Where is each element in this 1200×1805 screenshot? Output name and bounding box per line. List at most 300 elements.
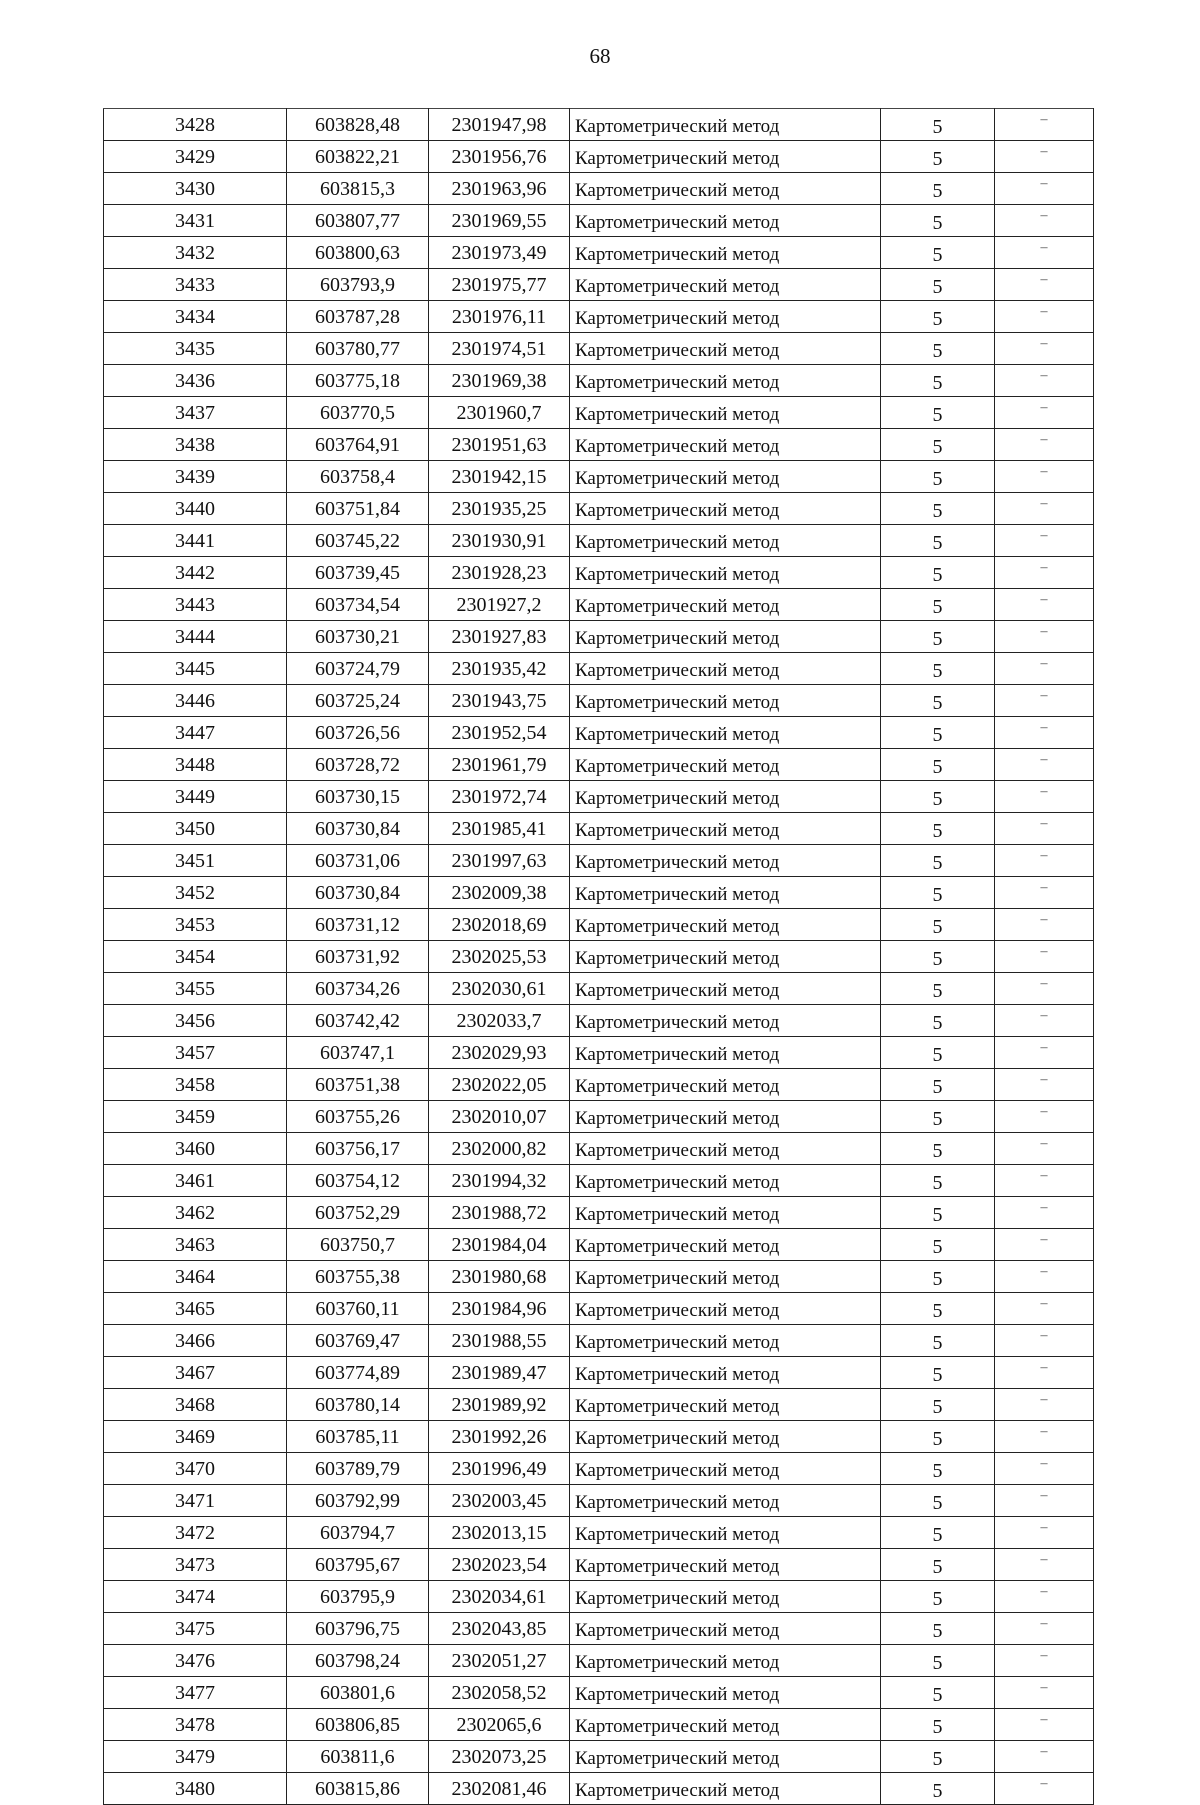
table-row <box>104 109 1094 141</box>
point-number-cell: 3432 <box>104 237 287 269</box>
method-cell: Картометрический метод <box>570 685 881 717</box>
point-number-cell: 3434 <box>104 301 287 333</box>
y-coordinate-cell: 2301960,7 <box>429 397 570 429</box>
point-number-cell: 3475 <box>104 1613 287 1645</box>
y-coordinate-cell: 2301989,47 <box>429 1357 570 1389</box>
method-cell: Картометрический метод <box>570 941 881 973</box>
note-dash-cell: – <box>995 1709 1094 1741</box>
table-row <box>104 749 1094 781</box>
note-dash-cell: – <box>995 1005 1094 1037</box>
x-coordinate-cell: 603760,11 <box>287 1293 429 1325</box>
method-cell: Картометрический метод <box>570 269 881 301</box>
point-number-cell: 3462 <box>104 1197 287 1229</box>
x-coordinate-cell: 603756,17 <box>287 1133 429 1165</box>
point-number-cell: 3438 <box>104 429 287 461</box>
accuracy-cell: 5 <box>881 1069 995 1101</box>
y-coordinate-cell: 2302043,85 <box>429 1613 570 1645</box>
x-coordinate-cell: 603755,26 <box>287 1101 429 1133</box>
table-row <box>104 397 1094 429</box>
x-coordinate-cell: 603800,63 <box>287 237 429 269</box>
note-dash-cell: – <box>995 813 1094 845</box>
accuracy-cell: 5 <box>881 1453 995 1485</box>
table-row <box>104 1293 1094 1325</box>
point-number-cell: 3478 <box>104 1709 287 1741</box>
note-dash-cell: – <box>995 1421 1094 1453</box>
y-coordinate-cell: 2302081,46 <box>429 1773 570 1805</box>
accuracy-cell: 5 <box>881 397 995 429</box>
note-dash-cell: – <box>995 653 1094 685</box>
note-dash-cell: – <box>995 1165 1094 1197</box>
table-row <box>104 1101 1094 1133</box>
accuracy-cell: 5 <box>881 877 995 909</box>
accuracy-cell: 5 <box>881 1581 995 1613</box>
note-dash-cell: – <box>995 1101 1094 1133</box>
accuracy-cell: 5 <box>881 1165 995 1197</box>
point-number-cell: 3477 <box>104 1677 287 1709</box>
method-cell: Картометрический метод <box>570 749 881 781</box>
accuracy-cell: 5 <box>881 1773 995 1805</box>
method-cell: Картометрический метод <box>570 205 881 237</box>
method-cell: Картометрический метод <box>570 621 881 653</box>
method-cell: Картометрический метод <box>570 1613 881 1645</box>
table-row <box>104 237 1094 269</box>
method-cell: Картометрический метод <box>570 1197 881 1229</box>
note-dash-cell: – <box>995 141 1094 173</box>
y-coordinate-cell: 2301927,2 <box>429 589 570 621</box>
x-coordinate-cell: 603815,86 <box>287 1773 429 1805</box>
table-row <box>104 493 1094 525</box>
point-number-cell: 3441 <box>104 525 287 557</box>
note-dash-cell: – <box>995 1389 1094 1421</box>
method-cell: Картометрический метод <box>570 1133 881 1165</box>
method-cell: Картометрический метод <box>570 173 881 205</box>
y-coordinate-cell: 2302025,53 <box>429 941 570 973</box>
point-number-cell: 3436 <box>104 365 287 397</box>
y-coordinate-cell: 2301984,96 <box>429 1293 570 1325</box>
y-coordinate-cell: 2301927,83 <box>429 621 570 653</box>
method-cell: Картометрический метод <box>570 365 881 397</box>
table-row <box>104 1453 1094 1485</box>
method-cell: Картометрический метод <box>570 589 881 621</box>
point-number-cell: 3442 <box>104 557 287 589</box>
method-cell: Картометрический метод <box>570 877 881 909</box>
x-coordinate-cell: 603731,92 <box>287 941 429 973</box>
note-dash-cell: – <box>995 1485 1094 1517</box>
note-dash-cell: – <box>995 173 1094 205</box>
accuracy-cell: 5 <box>881 685 995 717</box>
table-row <box>104 525 1094 557</box>
accuracy-cell: 5 <box>881 1325 995 1357</box>
accuracy-cell: 5 <box>881 205 995 237</box>
x-coordinate-cell: 603815,3 <box>287 173 429 205</box>
point-number-cell: 3428 <box>104 109 287 141</box>
y-coordinate-cell: 2301951,63 <box>429 429 570 461</box>
x-coordinate-cell: 603747,1 <box>287 1037 429 1069</box>
note-dash-cell: – <box>995 1581 1094 1613</box>
table-row <box>104 1325 1094 1357</box>
table-row <box>104 1741 1094 1773</box>
accuracy-cell: 5 <box>881 557 995 589</box>
method-cell: Картометрический метод <box>570 781 881 813</box>
accuracy-cell: 5 <box>881 109 995 141</box>
method-cell: Картометрический метод <box>570 1517 881 1549</box>
point-number-cell: 3448 <box>104 749 287 781</box>
point-number-cell: 3455 <box>104 973 287 1005</box>
y-coordinate-cell: 2302073,25 <box>429 1741 570 1773</box>
table-row <box>104 1709 1094 1741</box>
y-coordinate-cell: 2301969,38 <box>429 365 570 397</box>
x-coordinate-cell: 603796,75 <box>287 1613 429 1645</box>
method-cell: Картометрический метод <box>570 525 881 557</box>
y-coordinate-cell: 2301988,55 <box>429 1325 570 1357</box>
method-cell: Картометрический метод <box>570 237 881 269</box>
table-row <box>104 1485 1094 1517</box>
note-dash-cell: – <box>995 429 1094 461</box>
method-cell: Картометрический метод <box>570 813 881 845</box>
accuracy-cell: 5 <box>881 621 995 653</box>
note-dash-cell: – <box>995 685 1094 717</box>
accuracy-cell: 5 <box>881 1005 995 1037</box>
table-row <box>104 1421 1094 1453</box>
note-dash-cell: – <box>995 109 1094 141</box>
note-dash-cell: – <box>995 461 1094 493</box>
point-number-cell: 3466 <box>104 1325 287 1357</box>
method-cell: Картометрический метод <box>570 1325 881 1357</box>
table-row <box>104 333 1094 365</box>
point-number-cell: 3440 <box>104 493 287 525</box>
note-dash-cell: – <box>995 1261 1094 1293</box>
note-dash-cell: – <box>995 1741 1094 1773</box>
table-row <box>104 717 1094 749</box>
table-row <box>104 173 1094 205</box>
y-coordinate-cell: 2302051,27 <box>429 1645 570 1677</box>
table-row <box>104 909 1094 941</box>
table-row <box>104 685 1094 717</box>
table-row <box>104 941 1094 973</box>
point-number-cell: 3437 <box>104 397 287 429</box>
x-coordinate-cell: 603789,79 <box>287 1453 429 1485</box>
method-cell: Картометрический метод <box>570 1709 881 1741</box>
accuracy-cell: 5 <box>881 941 995 973</box>
accuracy-cell: 5 <box>881 1357 995 1389</box>
method-cell: Картометрический метод <box>570 1069 881 1101</box>
method-cell: Картометрический метод <box>570 1421 881 1453</box>
x-coordinate-cell: 603787,28 <box>287 301 429 333</box>
note-dash-cell: – <box>995 1357 1094 1389</box>
note-dash-cell: – <box>995 621 1094 653</box>
x-coordinate-cell: 603780,77 <box>287 333 429 365</box>
table-row <box>104 1389 1094 1421</box>
x-coordinate-cell: 603730,21 <box>287 621 429 653</box>
x-coordinate-cell: 603795,67 <box>287 1549 429 1581</box>
y-coordinate-cell: 2301942,15 <box>429 461 570 493</box>
table-row <box>104 1549 1094 1581</box>
accuracy-cell: 5 <box>881 909 995 941</box>
note-dash-cell: – <box>995 1549 1094 1581</box>
table-row <box>104 1357 1094 1389</box>
method-cell: Картометрический метод <box>570 109 881 141</box>
method-cell: Картометрический метод <box>570 461 881 493</box>
table-row <box>104 557 1094 589</box>
coordinates-table <box>103 108 1094 1805</box>
y-coordinate-cell: 2301976,11 <box>429 301 570 333</box>
y-coordinate-cell: 2301984,04 <box>429 1229 570 1261</box>
table-row <box>104 1005 1094 1037</box>
note-dash-cell: – <box>995 1069 1094 1101</box>
method-cell: Картометрический метод <box>570 1261 881 1293</box>
point-number-cell: 3460 <box>104 1133 287 1165</box>
point-number-cell: 3465 <box>104 1293 287 1325</box>
point-number-cell: 3471 <box>104 1485 287 1517</box>
table-row <box>104 301 1094 333</box>
method-cell: Картометрический метод <box>570 973 881 1005</box>
method-cell: Картометрический метод <box>570 1549 881 1581</box>
method-cell: Картометрический метод <box>570 1485 881 1517</box>
y-coordinate-cell: 2302033,7 <box>429 1005 570 1037</box>
x-coordinate-cell: 603806,85 <box>287 1709 429 1741</box>
y-coordinate-cell: 2301947,98 <box>429 109 570 141</box>
note-dash-cell: – <box>995 333 1094 365</box>
method-cell: Картометрический метод <box>570 1741 881 1773</box>
note-dash-cell: – <box>995 365 1094 397</box>
y-coordinate-cell: 2301969,55 <box>429 205 570 237</box>
x-coordinate-cell: 603739,45 <box>287 557 429 589</box>
point-number-cell: 3449 <box>104 781 287 813</box>
method-cell: Картометрический метод <box>570 429 881 461</box>
x-coordinate-cell: 603754,12 <box>287 1165 429 1197</box>
point-number-cell: 3431 <box>104 205 287 237</box>
y-coordinate-cell: 2301989,92 <box>429 1389 570 1421</box>
point-number-cell: 3473 <box>104 1549 287 1581</box>
table-row <box>104 589 1094 621</box>
accuracy-cell: 5 <box>881 749 995 781</box>
method-cell: Картометрический метод <box>570 1581 881 1613</box>
point-number-cell: 3461 <box>104 1165 287 1197</box>
table-row <box>104 1069 1094 1101</box>
method-cell: Картометрический метод <box>570 1165 881 1197</box>
x-coordinate-cell: 603751,84 <box>287 493 429 525</box>
point-number-cell: 3446 <box>104 685 287 717</box>
point-number-cell: 3458 <box>104 1069 287 1101</box>
x-coordinate-cell: 603724,79 <box>287 653 429 685</box>
x-coordinate-cell: 603750,7 <box>287 1229 429 1261</box>
accuracy-cell: 5 <box>881 781 995 813</box>
x-coordinate-cell: 603828,48 <box>287 109 429 141</box>
x-coordinate-cell: 603755,38 <box>287 1261 429 1293</box>
note-dash-cell: – <box>995 397 1094 429</box>
y-coordinate-cell: 2302003,45 <box>429 1485 570 1517</box>
note-dash-cell: – <box>995 941 1094 973</box>
point-number-cell: 3463 <box>104 1229 287 1261</box>
point-number-cell: 3439 <box>104 461 287 493</box>
point-number-cell: 3469 <box>104 1421 287 1453</box>
table-row <box>104 1773 1094 1805</box>
table-row <box>104 461 1094 493</box>
y-coordinate-cell: 2302023,54 <box>429 1549 570 1581</box>
point-number-cell: 3445 <box>104 653 287 685</box>
y-coordinate-cell: 2302034,61 <box>429 1581 570 1613</box>
y-coordinate-cell: 2302018,69 <box>429 909 570 941</box>
table-row <box>104 1197 1094 1229</box>
note-dash-cell: – <box>995 717 1094 749</box>
x-coordinate-cell: 603795,9 <box>287 1581 429 1613</box>
table-row <box>104 621 1094 653</box>
note-dash-cell: – <box>995 973 1094 1005</box>
accuracy-cell: 5 <box>881 813 995 845</box>
x-coordinate-cell: 603807,77 <box>287 205 429 237</box>
x-coordinate-cell: 603751,38 <box>287 1069 429 1101</box>
table-row <box>104 845 1094 877</box>
accuracy-cell: 5 <box>881 141 995 173</box>
table-row <box>104 813 1094 845</box>
x-coordinate-cell: 603792,99 <box>287 1485 429 1517</box>
note-dash-cell: – <box>995 1645 1094 1677</box>
table-row <box>104 1581 1094 1613</box>
point-number-cell: 3435 <box>104 333 287 365</box>
method-cell: Картометрический метод <box>570 845 881 877</box>
accuracy-cell: 5 <box>881 365 995 397</box>
point-number-cell: 3470 <box>104 1453 287 1485</box>
x-coordinate-cell: 603775,18 <box>287 365 429 397</box>
x-coordinate-cell: 603728,72 <box>287 749 429 781</box>
x-coordinate-cell: 603731,06 <box>287 845 429 877</box>
point-number-cell: 3443 <box>104 589 287 621</box>
accuracy-cell: 5 <box>881 237 995 269</box>
accuracy-cell: 5 <box>881 493 995 525</box>
x-coordinate-cell: 603730,15 <box>287 781 429 813</box>
y-coordinate-cell: 2301973,49 <box>429 237 570 269</box>
x-coordinate-cell: 603769,47 <box>287 1325 429 1357</box>
method-cell: Картометрический метод <box>570 1453 881 1485</box>
table-row <box>104 1037 1094 1069</box>
note-dash-cell: – <box>995 909 1094 941</box>
point-number-cell: 3447 <box>104 717 287 749</box>
y-coordinate-cell: 2301985,41 <box>429 813 570 845</box>
accuracy-cell: 5 <box>881 1229 995 1261</box>
note-dash-cell: – <box>995 237 1094 269</box>
x-coordinate-cell: 603801,6 <box>287 1677 429 1709</box>
accuracy-cell: 5 <box>881 653 995 685</box>
x-coordinate-cell: 603731,12 <box>287 909 429 941</box>
point-number-cell: 3430 <box>104 173 287 205</box>
y-coordinate-cell: 2301980,68 <box>429 1261 570 1293</box>
method-cell: Картометрический метод <box>570 1773 881 1805</box>
method-cell: Картометрический метод <box>570 1101 881 1133</box>
x-coordinate-cell: 603770,5 <box>287 397 429 429</box>
y-coordinate-cell: 2301935,25 <box>429 493 570 525</box>
accuracy-cell: 5 <box>881 301 995 333</box>
accuracy-cell: 5 <box>881 589 995 621</box>
accuracy-cell: 5 <box>881 333 995 365</box>
y-coordinate-cell: 2301952,54 <box>429 717 570 749</box>
point-number-cell: 3454 <box>104 941 287 973</box>
table-row <box>104 1613 1094 1645</box>
note-dash-cell: – <box>995 301 1094 333</box>
y-coordinate-cell: 2302029,93 <box>429 1037 570 1069</box>
accuracy-cell: 5 <box>881 1517 995 1549</box>
accuracy-cell: 5 <box>881 1677 995 1709</box>
method-cell: Картометрический метод <box>570 1389 881 1421</box>
x-coordinate-cell: 603725,24 <box>287 685 429 717</box>
method-cell: Картометрический метод <box>570 397 881 429</box>
point-number-cell: 3451 <box>104 845 287 877</box>
x-coordinate-cell: 603822,21 <box>287 141 429 173</box>
note-dash-cell: – <box>995 781 1094 813</box>
method-cell: Картометрический метод <box>570 1005 881 1037</box>
x-coordinate-cell: 603734,26 <box>287 973 429 1005</box>
y-coordinate-cell: 2301974,51 <box>429 333 570 365</box>
y-coordinate-cell: 2302058,52 <box>429 1677 570 1709</box>
y-coordinate-cell: 2302030,61 <box>429 973 570 1005</box>
x-coordinate-cell: 603730,84 <box>287 877 429 909</box>
note-dash-cell: – <box>995 525 1094 557</box>
note-dash-cell: – <box>995 557 1094 589</box>
y-coordinate-cell: 2301956,76 <box>429 141 570 173</box>
y-coordinate-cell: 2301975,77 <box>429 269 570 301</box>
y-coordinate-cell: 2302000,82 <box>429 1133 570 1165</box>
note-dash-cell: – <box>995 269 1094 301</box>
accuracy-cell: 5 <box>881 845 995 877</box>
accuracy-cell: 5 <box>881 1133 995 1165</box>
table-row <box>104 269 1094 301</box>
x-coordinate-cell: 603726,56 <box>287 717 429 749</box>
note-dash-cell: – <box>995 589 1094 621</box>
x-coordinate-cell: 603734,54 <box>287 589 429 621</box>
method-cell: Картометрический метод <box>570 141 881 173</box>
accuracy-cell: 5 <box>881 1101 995 1133</box>
y-coordinate-cell: 2301961,79 <box>429 749 570 781</box>
method-cell: Картометрический метод <box>570 333 881 365</box>
x-coordinate-cell: 603758,4 <box>287 461 429 493</box>
y-coordinate-cell: 2301943,75 <box>429 685 570 717</box>
method-cell: Картометрический метод <box>570 1037 881 1069</box>
accuracy-cell: 5 <box>881 717 995 749</box>
note-dash-cell: – <box>995 749 1094 781</box>
method-cell: Картометрический метод <box>570 653 881 685</box>
method-cell: Картометрический метод <box>570 909 881 941</box>
accuracy-cell: 5 <box>881 429 995 461</box>
table-row <box>104 1517 1094 1549</box>
note-dash-cell: – <box>995 877 1094 909</box>
note-dash-cell: – <box>995 1677 1094 1709</box>
note-dash-cell: – <box>995 1293 1094 1325</box>
y-coordinate-cell: 2302022,05 <box>429 1069 570 1101</box>
point-number-cell: 3472 <box>104 1517 287 1549</box>
x-coordinate-cell: 603764,91 <box>287 429 429 461</box>
accuracy-cell: 5 <box>881 1197 995 1229</box>
table-row <box>104 877 1094 909</box>
point-number-cell: 3457 <box>104 1037 287 1069</box>
table-row <box>104 205 1094 237</box>
x-coordinate-cell: 603793,9 <box>287 269 429 301</box>
x-coordinate-cell: 603811,6 <box>287 1741 429 1773</box>
point-number-cell: 3453 <box>104 909 287 941</box>
accuracy-cell: 5 <box>881 1261 995 1293</box>
table-row <box>104 781 1094 813</box>
note-dash-cell: – <box>995 493 1094 525</box>
x-coordinate-cell: 603794,7 <box>287 1517 429 1549</box>
note-dash-cell: – <box>995 1197 1094 1229</box>
accuracy-cell: 5 <box>881 1645 995 1677</box>
table-row <box>104 1261 1094 1293</box>
point-number-cell: 3433 <box>104 269 287 301</box>
note-dash-cell: – <box>995 1325 1094 1357</box>
accuracy-cell: 5 <box>881 1389 995 1421</box>
table-row <box>104 365 1094 397</box>
point-number-cell: 3456 <box>104 1005 287 1037</box>
note-dash-cell: – <box>995 845 1094 877</box>
note-dash-cell: – <box>995 1229 1094 1261</box>
